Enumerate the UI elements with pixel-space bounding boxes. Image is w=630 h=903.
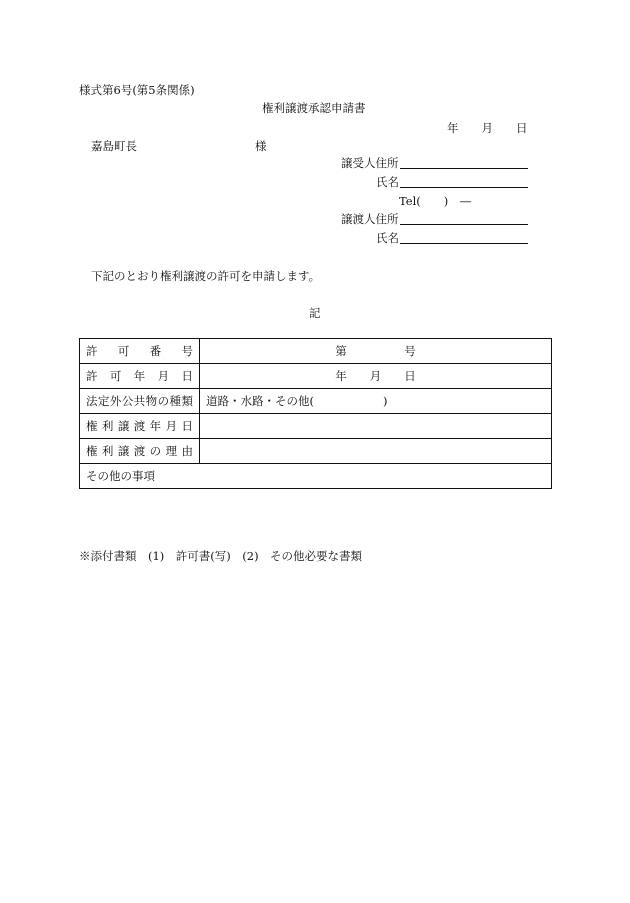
table-row [80, 364, 552, 389]
table-row [80, 389, 552, 414]
table-row [80, 414, 552, 439]
row-label-public-property-type: 法定外公共物の種類 [80, 389, 200, 414]
assignee-address-label: 譲受人住所 [341, 156, 399, 170]
permit-date-field[interactable]: 年 月 日 [200, 364, 552, 389]
document-title: 権利譲渡承認申請書 [262, 101, 366, 115]
application-table [79, 338, 552, 489]
tel-label[interactable]: Tel( ) ― [399, 194, 472, 208]
attachments-note: ※添付書類 (1) 許可書(写) (2) その他必要な書類 [79, 549, 363, 563]
row-label-permit-number: 許可番号 [80, 339, 200, 364]
public-property-type-field[interactable]: 道路・水路・その他( ) [200, 389, 552, 414]
permit-number-field[interactable]: 第 号 [200, 339, 552, 364]
statement: 下記のとおり権利譲渡の許可を申請します。 [91, 269, 321, 283]
assignee-address-field[interactable] [400, 168, 528, 169]
other-matters-label: その他の事項 [86, 469, 155, 483]
addressee: 嘉島町長 [91, 139, 137, 153]
style-number: 様式第6号(第5条関係) [79, 83, 195, 97]
transfer-reason-field[interactable] [200, 439, 552, 464]
assignor-address-label: 譲渡人住所 [341, 212, 399, 226]
row-label-transfer-reason: 権利譲渡の理由 [80, 439, 200, 464]
assignee-name-field[interactable] [400, 187, 528, 188]
transfer-date-field[interactable] [200, 414, 552, 439]
assignor-name-field[interactable] [400, 243, 528, 244]
table-row [80, 464, 552, 489]
assignee-name-label: 氏名 [376, 175, 399, 189]
other-matters-field[interactable] [80, 464, 552, 489]
assignor-address-field[interactable] [400, 224, 528, 225]
row-label-transfer-date: 権利譲渡年月日 [80, 414, 200, 439]
date-line[interactable]: 年 月 日 [447, 121, 528, 135]
ki-heading: 記 [309, 306, 321, 320]
table-row [80, 439, 552, 464]
assignor-name-label: 氏名 [376, 231, 399, 245]
honorific: 様 [255, 139, 267, 153]
table-row [80, 339, 552, 364]
row-label-permit-date: 許可年月日 [80, 364, 200, 389]
